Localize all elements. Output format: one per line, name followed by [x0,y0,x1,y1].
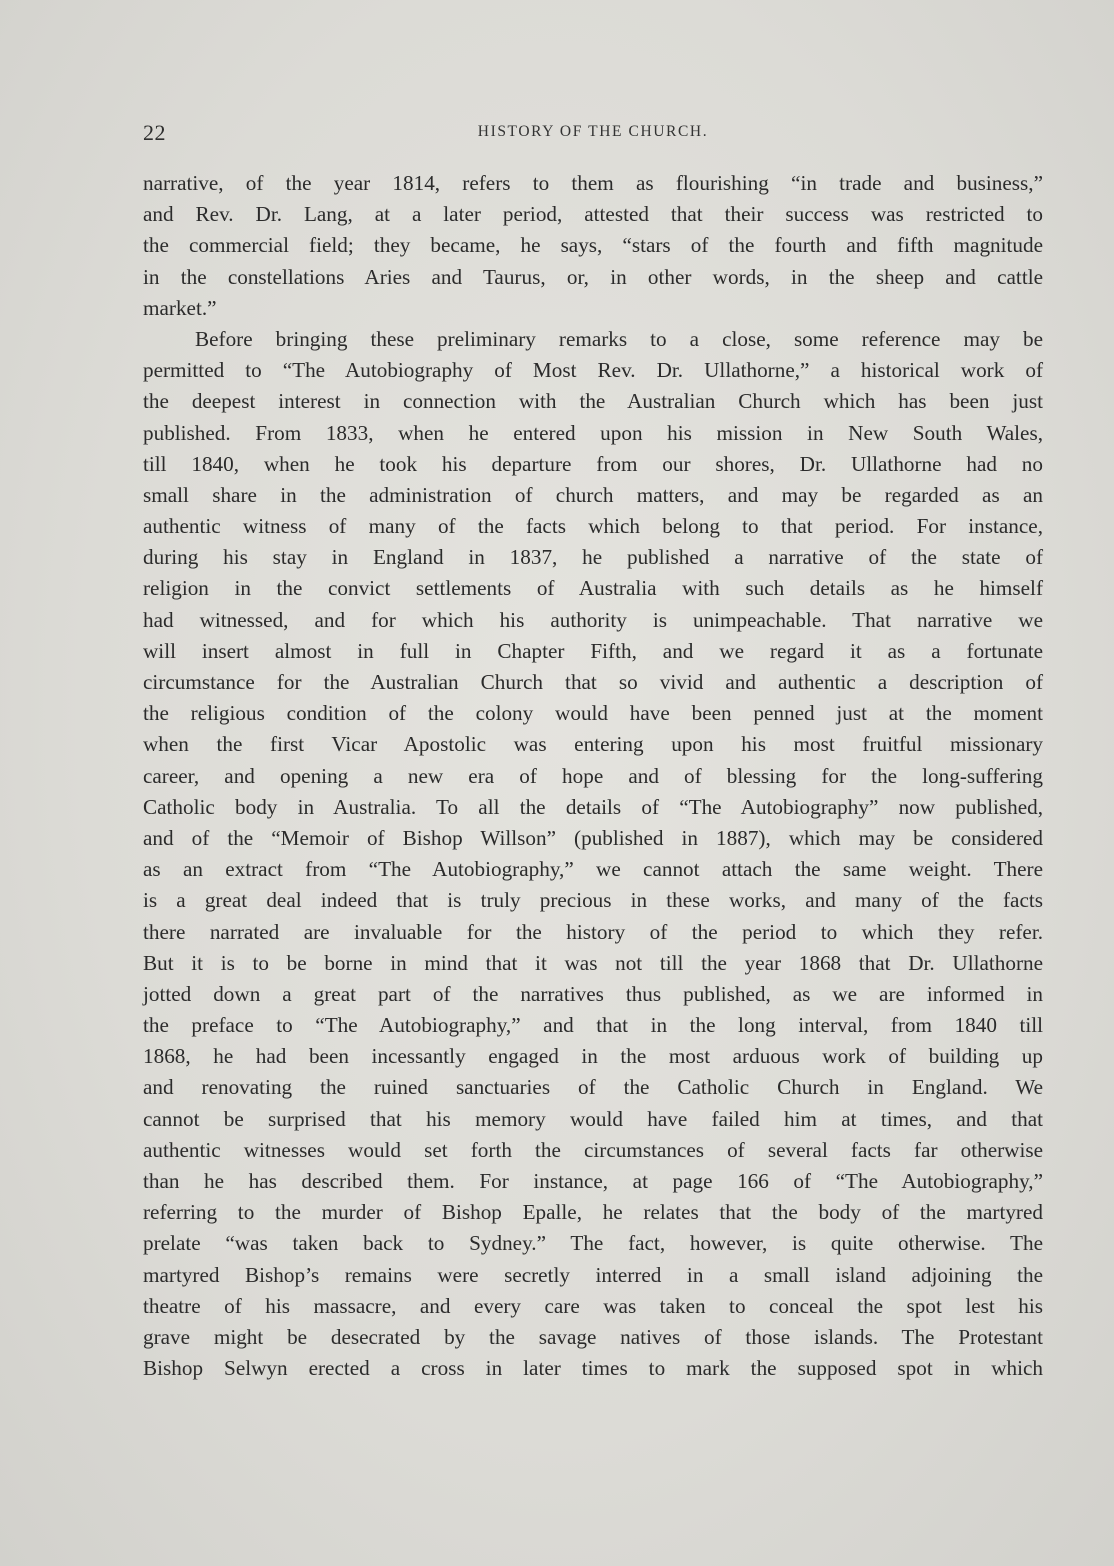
text-line: 1868, he had been incessantly engaged in the most arduous work of building up [143,1044,1043,1069]
text-line: than he has described them. For instance, at page 166 of “The Autobiography,” [143,1169,1043,1193]
text-line: referring to the murder of Bishop Epalle, he relates that the body of the martyred [143,1200,1043,1225]
text-line: martyred Bishop’s remains were secretly interred in a small island adjoining the [143,1262,1043,1287]
text-line: narrative, of the year 1814, refers to them as flourishing “in trade and business,” [143,171,1043,195]
text-line: in the constellations Aries and Taurus, or, in other words, in the sheep and cattle [143,264,1043,289]
text-line: the deepest interest in connection with the Australian Church which has been just [143,389,1043,414]
text-line: Bishop Selwyn erected a cross in later times to mark the supposed spot in which [143,1356,1043,1381]
text-line: religion in the convict settlements of Australia with such details as he himself [143,576,1043,601]
text-line: authentic witnesses would set forth the circumstances of several facts far otherwise [143,1137,1043,1162]
text-line: cannot be surprised that his memory would have failed him at times, and that [143,1106,1043,1131]
text-line: But it is to be borne in mind that it was not till the year 1868 that Dr. Ullathorne [143,950,1043,975]
text-line: theatre of his massacre, and every care was taken to conceal the spot lest his [143,1293,1043,1318]
text-line: there narrated are invaluable for the history of the period to which they refer. [143,919,1043,944]
text-line: till 1840, when he took his departure from our shores, Dr. Ullathorne had no [143,451,1043,476]
paragraph-end-line: market.” [143,295,217,320]
text-line: published. From 1833, when he entered upon his mission in New South Wales, [143,420,1043,445]
text-line: career, and opening a new era of hope and of blessing for the long-suffering [143,763,1043,788]
text-line: prelate “was taken back to Sydney.” The fact, however, is quite otherwise. The [143,1231,1043,1256]
text-line: the religious condition of the colony would have been penned just at the moment [143,701,1043,726]
text-line: and of the “Memoir of Bishop Willson” (published in 1887), which may be considered [143,825,1043,850]
text-line: when the first Vicar Apostolic was entering upon his most fruitful missionary [143,732,1043,757]
page-header [143,120,1043,150]
text-line: and renovating the ruined sanctuaries of the Catholic Church in England. We [143,1075,1043,1100]
text-line: circumstance for the Australian Church that so vivid and authentic a description of [143,670,1043,694]
text-line: the commercial field; they became, he says, “stars of the fourth and fifth magnitude [143,233,1043,258]
text-line: small share in the administration of church matters, and may be regarded as an [143,482,1043,507]
text-line: the preface to “The Autobiography,” and that in the long interval, from 1840 till [143,1013,1043,1038]
text-line: is a great deal indeed that is truly precious in these works, and many of the facts [143,888,1043,913]
running-title: HISTORY OF THE CHURCH. [477,123,709,140]
text-line: permitted to “The Autobiography of Most Rev. Dr. Ullathorne,” a historical work of [143,358,1043,383]
text-line: as an extract from “The Autobiography,” we cannot attach the same weight. There [143,857,1043,882]
text-line: grave might be desecrated by the savage natives of those islands. The Protestant [143,1324,1043,1349]
text-line: Catholic body in Australia. To all the details of “The Autobiography” now published, [143,794,1043,819]
text-line: during his stay in England in 1837, he published a narrative of the state of [143,545,1043,570]
text-line: authentic witness of many of the facts which belong to that period. For instance, [143,514,1043,539]
paragraph-start-line: Before bringing these preliminary remarks to a close, some reference may be [195,326,1043,351]
body-text [143,168,1043,1384]
text-line: jotted down a great part of the narratives thus published, as we are informed in [143,981,1043,1006]
page-number: 22 [143,120,166,145]
text-line: had witnessed, and for which his authority is unimpeachable. That narrative we [143,607,1043,632]
text-line: and Rev. Dr. Lang, at a later period, attested that their success was restricted to [143,202,1043,227]
text-line: will insert almost in full in Chapter Fifth, and we regard it as a fortunate [143,638,1043,663]
